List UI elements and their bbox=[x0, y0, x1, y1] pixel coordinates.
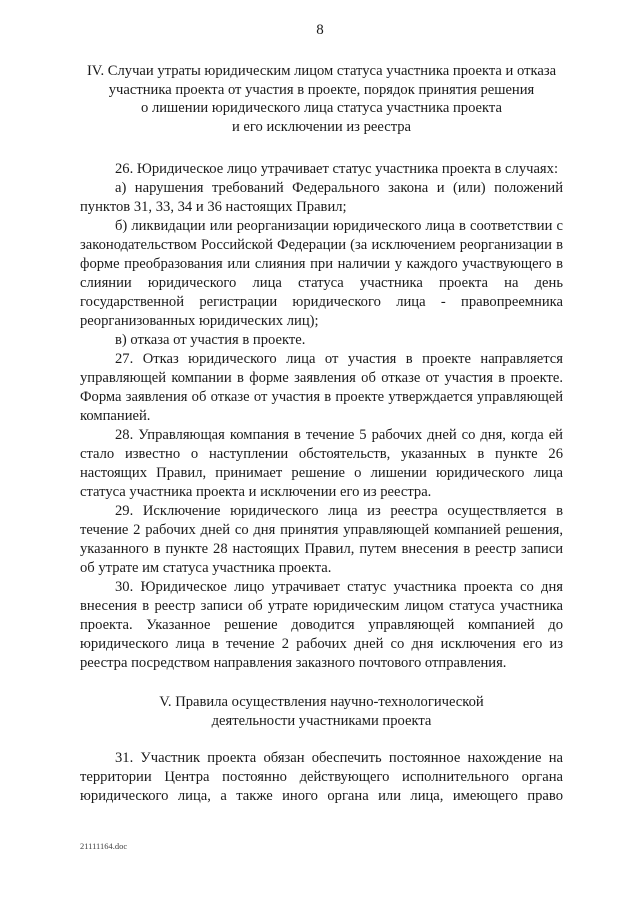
paragraph-28: 28. Управляющая компания в течение 5 рабочих дней со дня, когда ей стало известно о наступлении обстоятельств, указанных в пункте 26 настоящих Правил, принимает решение о лишении юридического лица статуса участника проекта и исключении его из реестра. bbox=[80, 427, 563, 500]
heading-line: V. Правила осуществления научно-технологической bbox=[159, 694, 484, 710]
paragraph-26-b: б) ликвидации или реорганизации юридического лица в соответствии с законодательством Российской Федерации (за исключением реорганизации в форме преобразования или слияния при наличии у каждого участвующего в слиянии юридического лица статуса участника проекта на день государственной регистрации юридического лица - правопреемника реорганизованных юридических лиц); bbox=[80, 218, 563, 329]
section-5-heading bbox=[80, 693, 563, 730]
paragraph-31: 31. Участник проекта обязан обеспечить постоянное нахождение на территории Центра постоянно действующего исполнительного органа юридического лица, а также иного органа или лица, имеющего право bbox=[80, 750, 563, 804]
paragraph-27: 27. Отказ юридического лица от участия в проекте направляется управляющей компании в форме заявления об отказе от участия в проекте. Форма заявления об отказе от участия в проекте утверждается управляющей компанией. bbox=[80, 351, 563, 424]
document-body bbox=[80, 62, 563, 806]
paragraph-26-a: а) нарушения требований Федерального закона и (или) положений пунктов 31, 33, 34 и 36 настоящих Правил; bbox=[80, 180, 563, 215]
paragraph-26: 26. Юридическое лицо утрачивает статус участника проекта в случаях: bbox=[115, 161, 558, 177]
heading-line: участника проекта от участия в проекте, порядок принятия решения bbox=[108, 81, 535, 98]
section-4-heading bbox=[80, 62, 563, 136]
page-number: 8 bbox=[316, 22, 324, 38]
paragraph-29: 29. Исключение юридического лица из реестра осуществляется в течение 2 рабочих дней со дня принятия управляющей компанией решения, указанного в пункте 28 настоящих Правил, путем внесения в реестр записи об утрате им статуса участника проекта. bbox=[80, 503, 563, 576]
heading-line: и его исключении из реестра bbox=[231, 118, 412, 135]
heading-line: о лишении юридического лица статуса участника проекта bbox=[141, 100, 502, 116]
heading-line: деятельности участниками проекта bbox=[211, 712, 432, 729]
heading-line: IV. Случаи утраты юридическим лицом статуса участника проекта и отказа bbox=[86, 63, 557, 79]
paragraph-26-c: в) отказа от участия в проекте. bbox=[115, 332, 306, 348]
paragraph-30: 30. Юридическое лицо утрачивает статус участника проекта со дня внесения в реестр записи об утрате юридическим лицом статуса участника проекта. Указанное решение доводится управляющей компанией до юридического лица в течение 2 рабочих дней со дня исключения его из реестра посредством направления заказного почтового отправления. bbox=[80, 579, 563, 671]
document-file-code: 21111164.doc bbox=[80, 841, 128, 851]
